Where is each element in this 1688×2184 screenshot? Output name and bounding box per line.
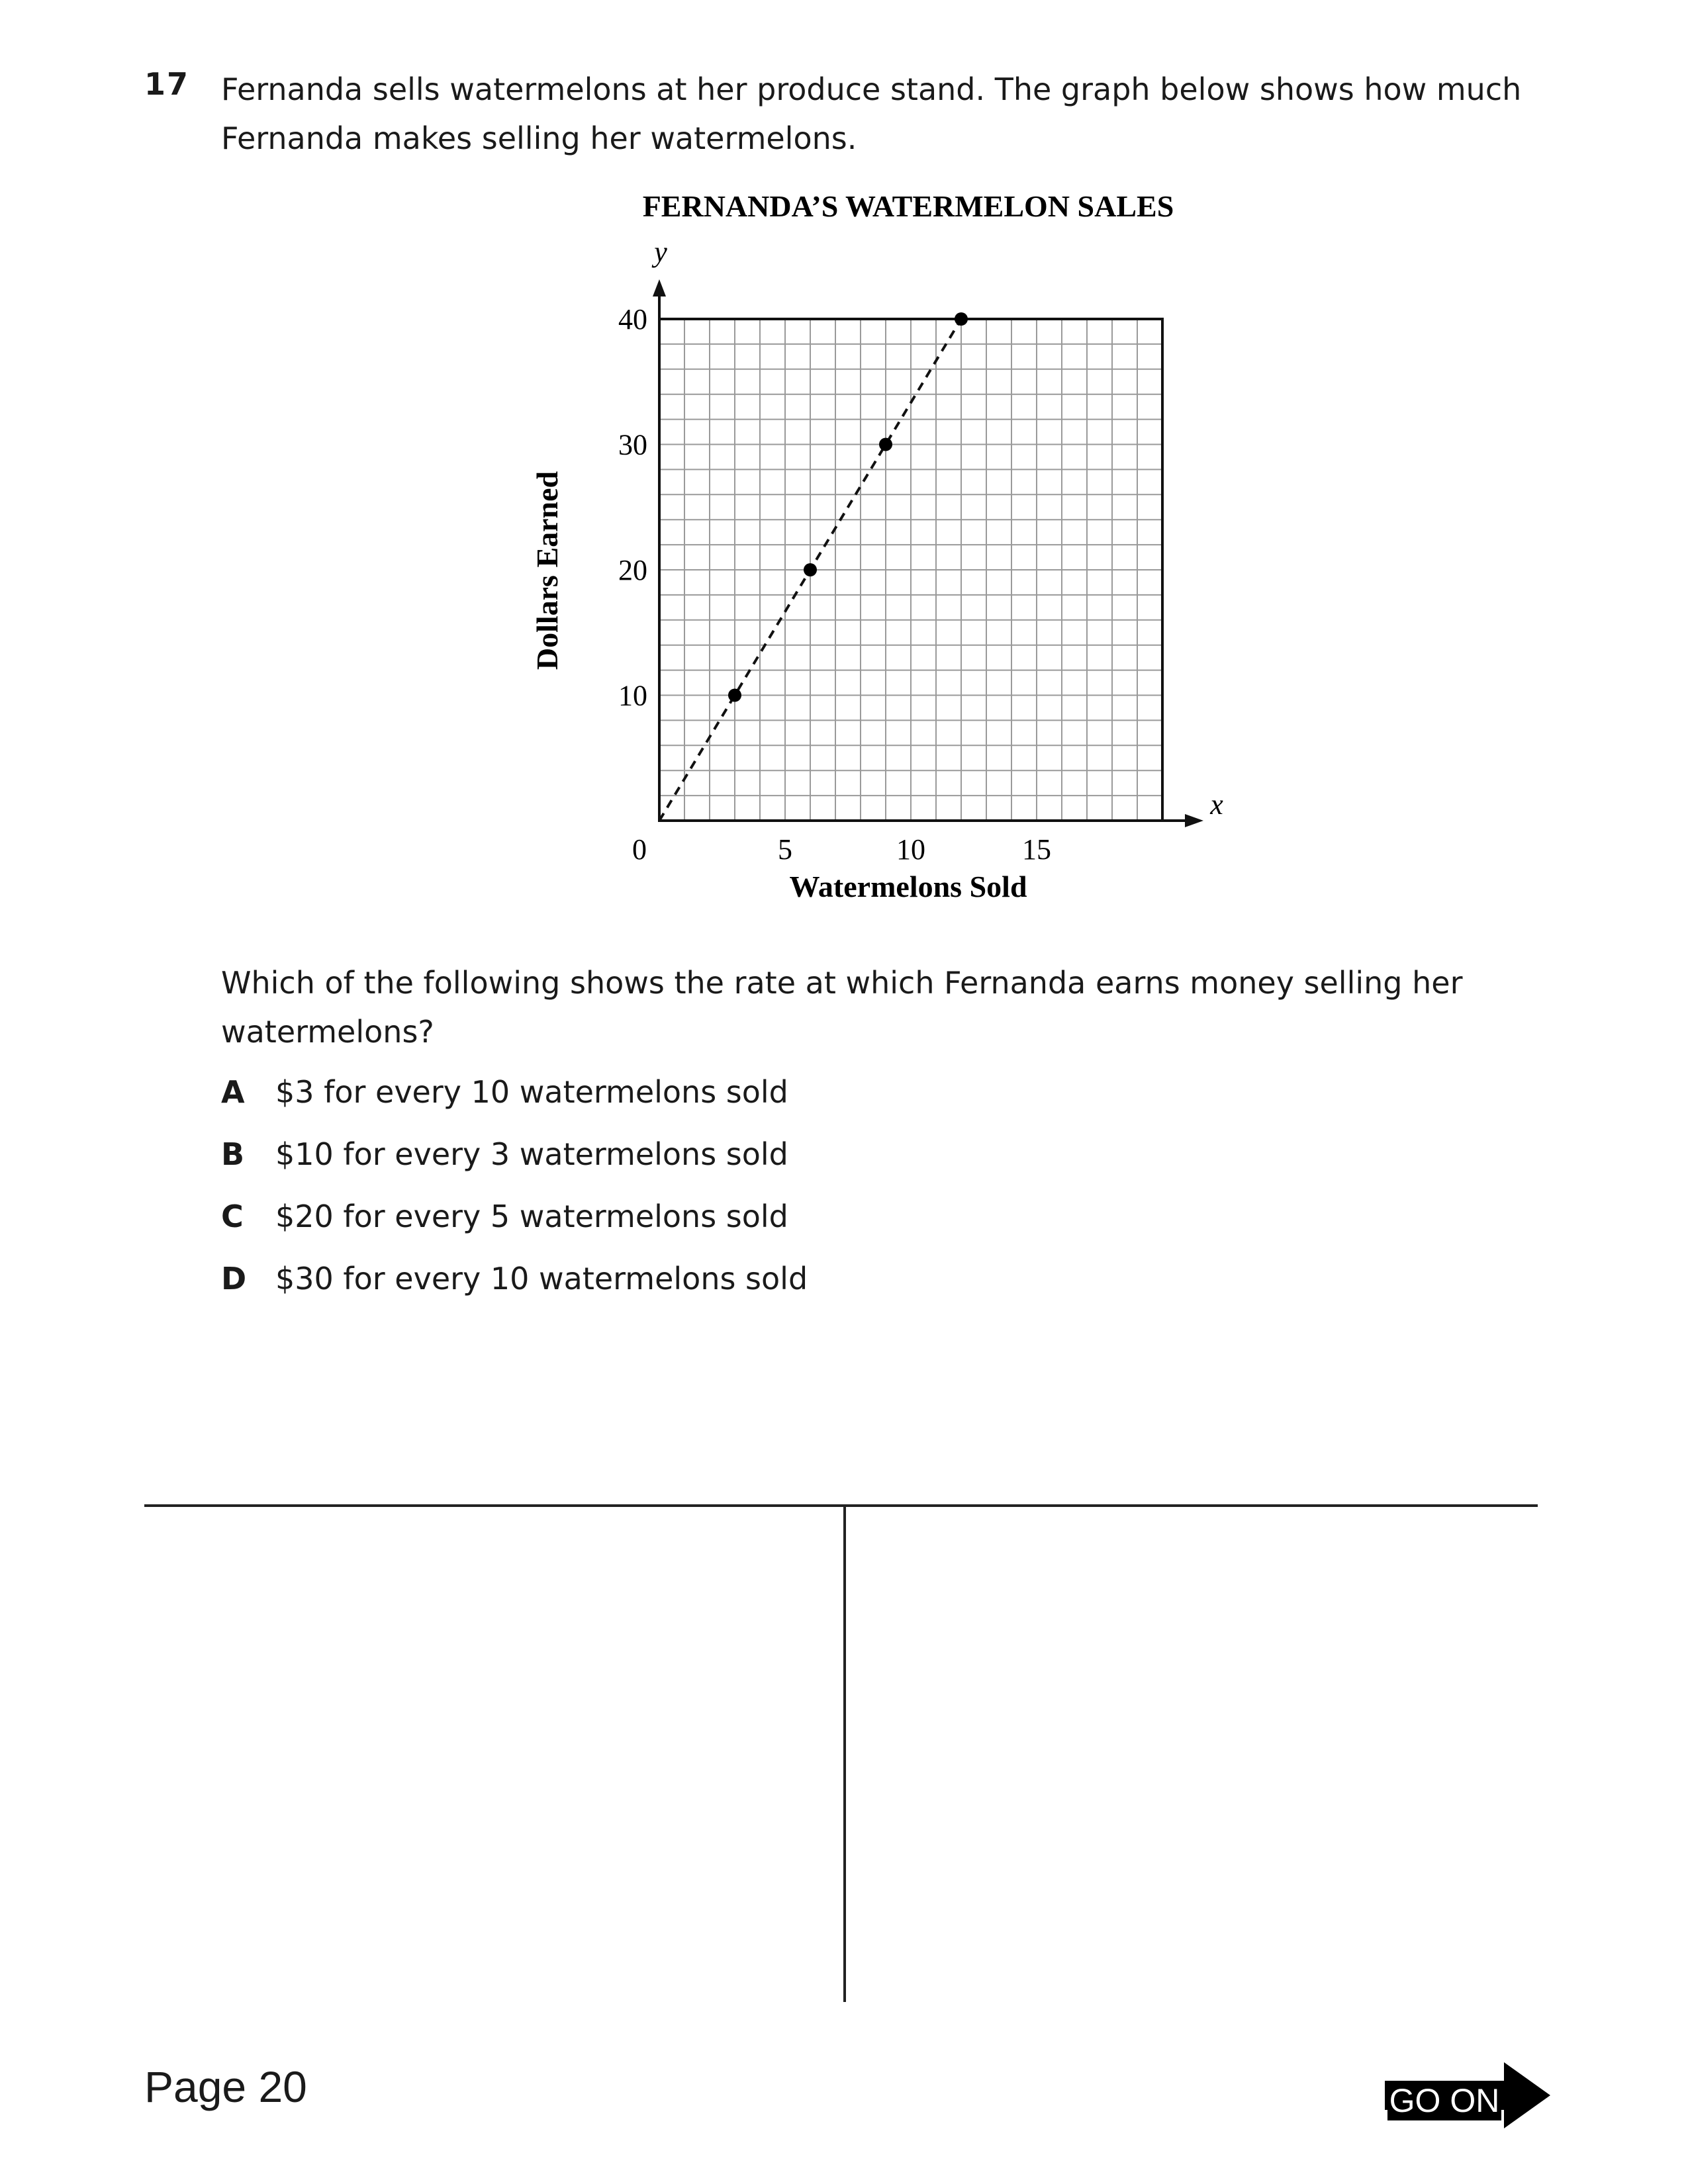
y-axis-symbol: y bbox=[654, 236, 667, 268]
y-tick-label: 10 bbox=[618, 679, 647, 712]
data-point bbox=[728, 689, 741, 702]
choice-d[interactable] bbox=[221, 1259, 808, 1298]
data-point bbox=[955, 312, 968, 326]
choice-c[interactable] bbox=[221, 1197, 788, 1236]
choice-letter: C bbox=[221, 1199, 244, 1234]
chart-title: FERNANDA’S WATERMELON SALES bbox=[642, 189, 1174, 223]
choice-letter: B bbox=[221, 1136, 245, 1172]
y-tick-label: 20 bbox=[618, 554, 647, 586]
x-axis-arrow-icon bbox=[1185, 814, 1203, 827]
choice-text: $30 for every 10 watermelons sold bbox=[275, 1261, 808, 1297]
choice-letter: D bbox=[221, 1261, 247, 1297]
x-tick-label: 0 bbox=[632, 833, 647, 866]
y-axis-label: Dollars Earned bbox=[530, 471, 564, 670]
y-tick-label: 40 bbox=[618, 303, 647, 336]
page-number: Page 20 bbox=[144, 2062, 307, 2111]
question-stem: Fernanda sells watermelons at her produce stand. The graph below shows how much Fernanda makes selling her watermelons. bbox=[221, 71, 1522, 156]
x-axis-label: Watermelons Sold bbox=[789, 870, 1027, 903]
x-tick-label: 10 bbox=[896, 833, 925, 866]
watermelon-sales-chart bbox=[503, 179, 1244, 927]
x-tick-label: 15 bbox=[1022, 833, 1051, 866]
y-tick-label: 30 bbox=[618, 428, 647, 461]
chart-marks bbox=[659, 312, 968, 821]
choice-b[interactable] bbox=[221, 1134, 788, 1174]
choice-text: $3 for every 10 watermelons sold bbox=[275, 1074, 788, 1110]
choice-text: $20 for every 5 watermelons sold bbox=[275, 1199, 788, 1234]
question-number: 17 bbox=[144, 66, 190, 102]
question-prompt: Which of the following shows the rate at which Fernanda earns money selling her watermelons? bbox=[221, 965, 1463, 1050]
data-point bbox=[879, 438, 892, 451]
data-point bbox=[804, 563, 817, 576]
choice-text: $10 for every 3 watermelons sold bbox=[275, 1136, 788, 1172]
choice-letter: A bbox=[221, 1074, 245, 1110]
x-tick-label: 5 bbox=[778, 833, 792, 866]
x-axis-symbol: x bbox=[1210, 788, 1223, 821]
work-area-vertical-divider bbox=[843, 1504, 846, 2002]
chart-grid bbox=[659, 319, 1162, 821]
choice-a[interactable] bbox=[221, 1072, 788, 1112]
work-area-horizontal-divider bbox=[144, 1504, 1538, 1507]
go-on-label: GO ON bbox=[1387, 2081, 1501, 2120]
y-axis-arrow-icon bbox=[653, 279, 666, 296]
